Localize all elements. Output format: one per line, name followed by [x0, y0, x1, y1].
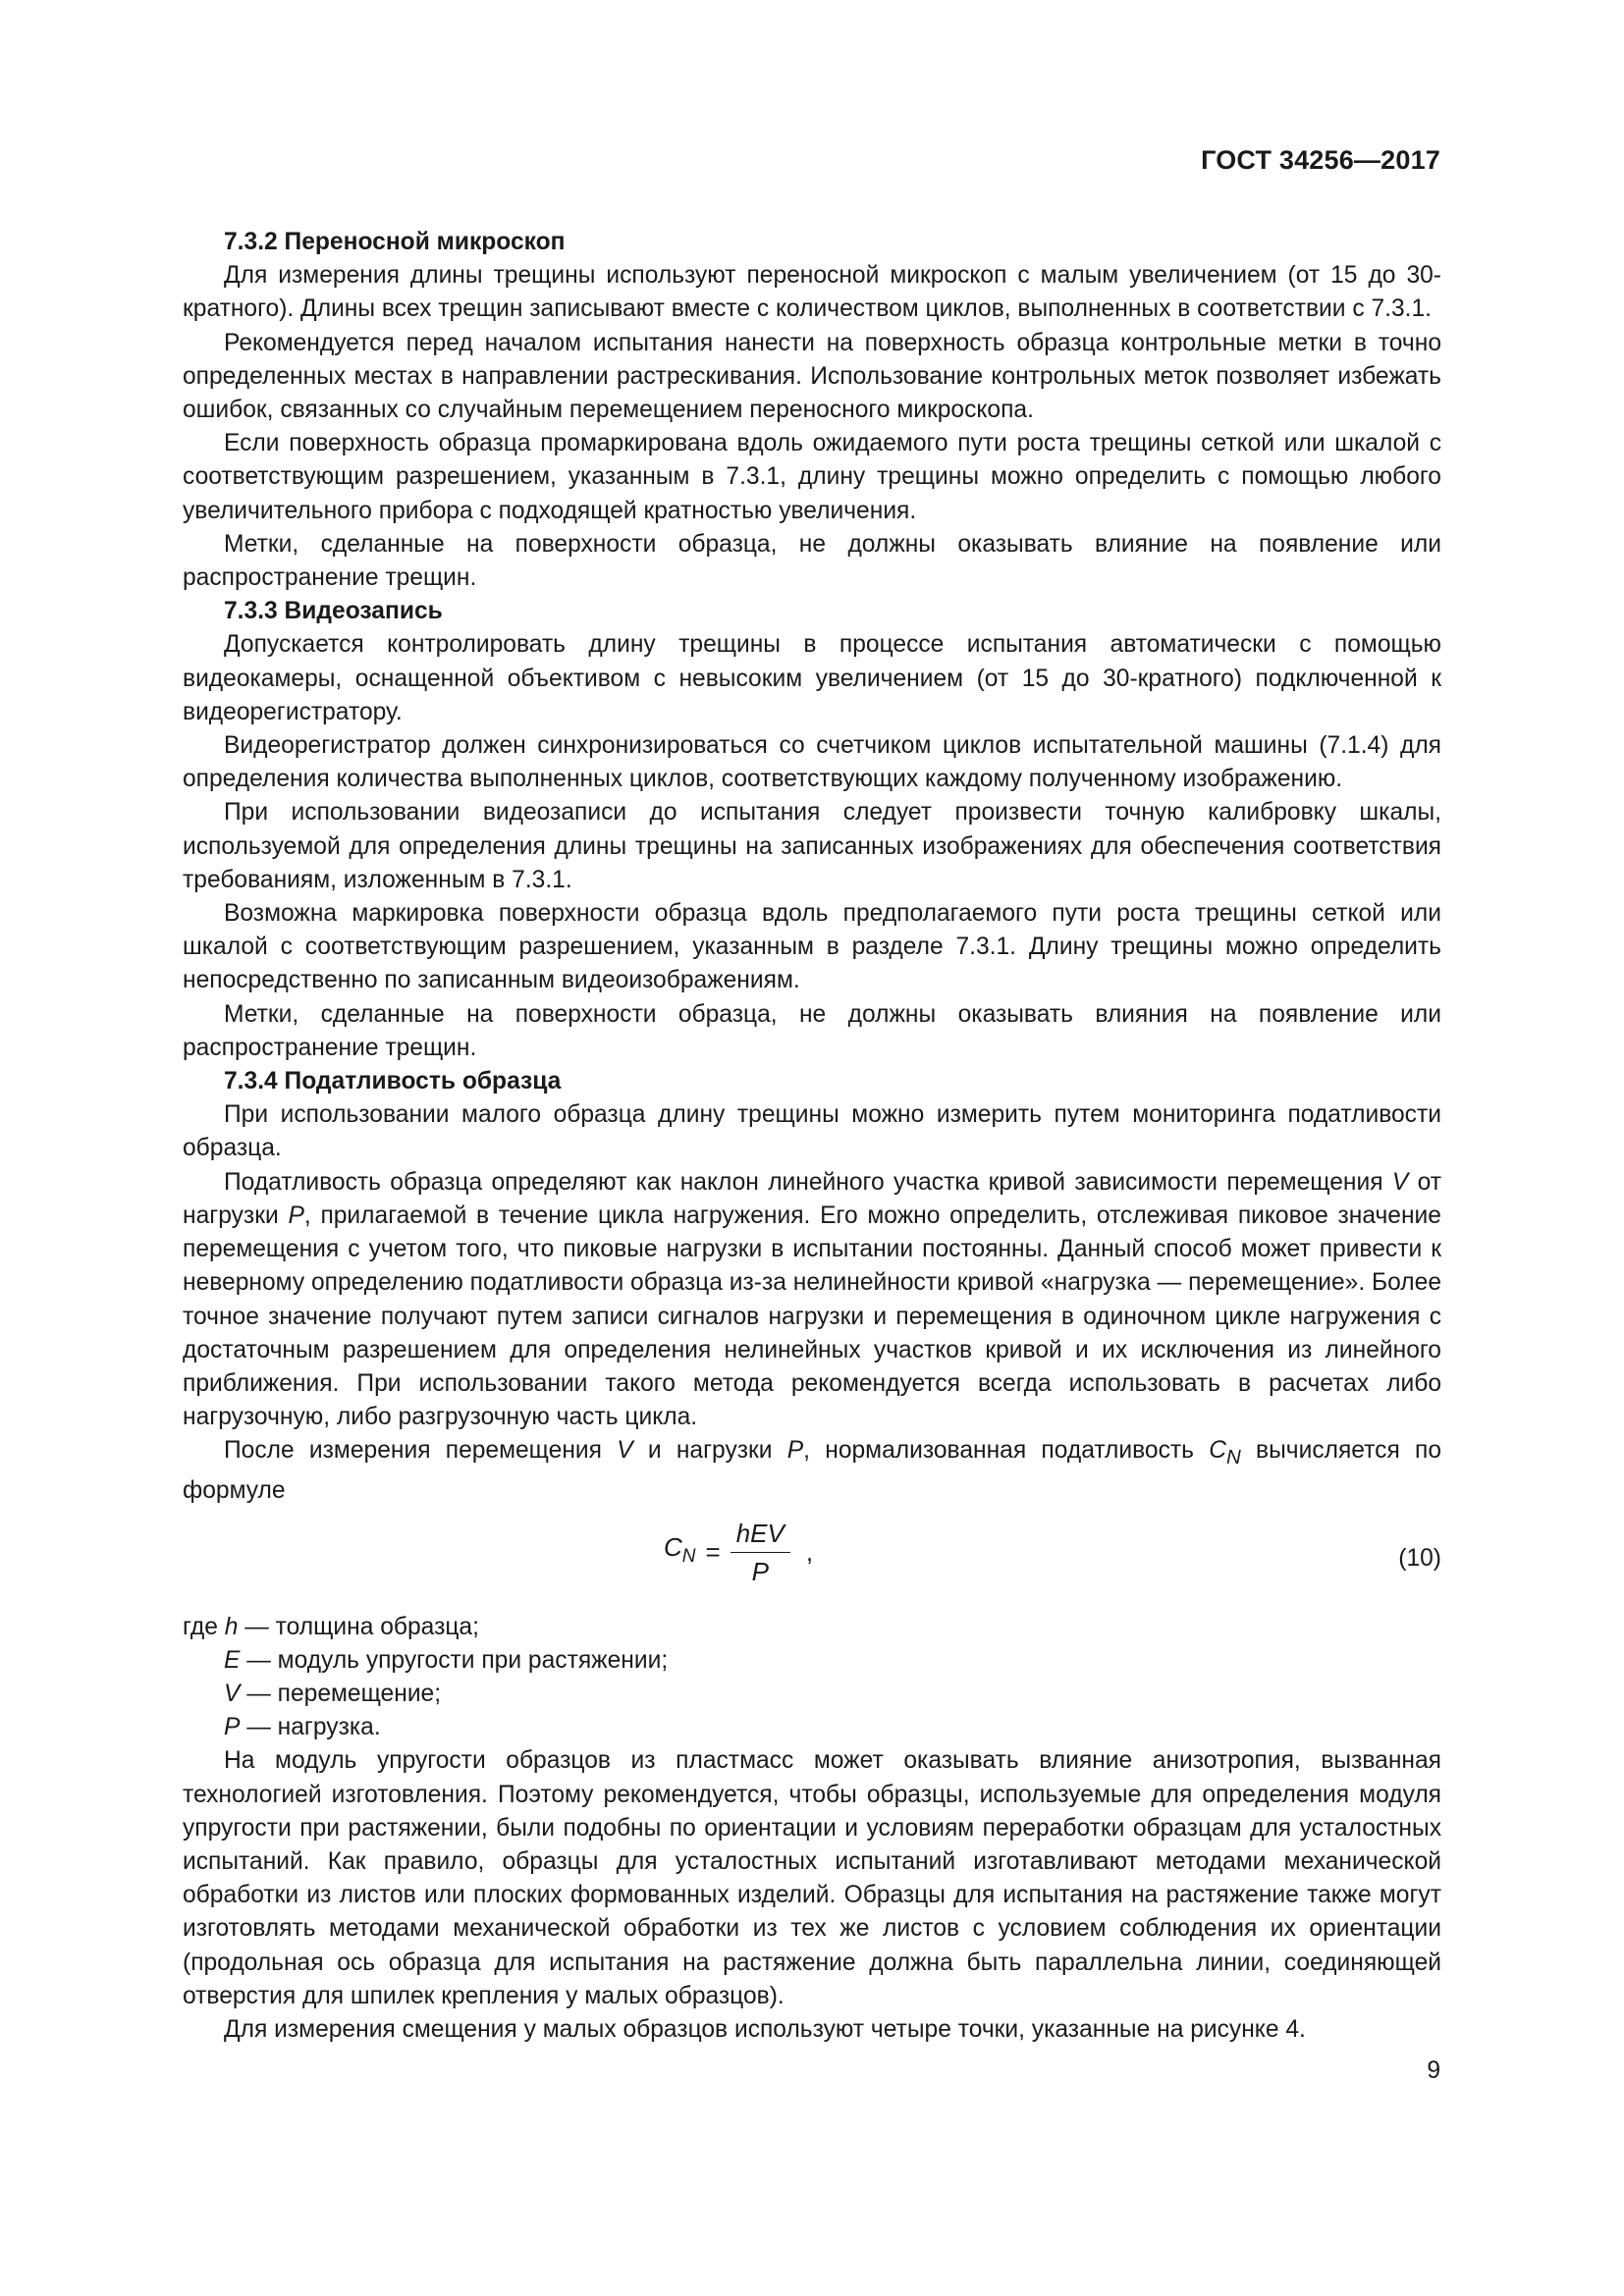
section-heading-7-3-4: 7.3.4 Податливость образца — [224, 1068, 562, 1095]
section-heading-7-3-3: 7.3.3 Видеозапись — [224, 598, 443, 625]
formula-number: (10) — [1398, 1544, 1441, 1572]
formula: $C_N$ = $\frac{\text{hEV}}{P}$ , — [664, 1517, 813, 1588]
symbol-p: P — [786, 1437, 804, 1465]
paragraph: Возможна маркировка поверхности образца вдоль предполагаемого пути роста трещины сеткой или шкалой с соответствующим разрешением, указанным в разделе 7.3.1. Длину трещины можно определить непосредственно по записанным видеоизображениям. — [183, 900, 1441, 994]
symbol-v: V — [1391, 1168, 1409, 1196]
variable-definitions — [183, 1611, 1441, 1745]
formula-denominator: P — [751, 1556, 769, 1586]
paragraph: Рекомендуется перед началом испытания нанести на поверхность образца контрольные метки в точно определенных местах в направлении растрескивания. Использование контрольных меток позволяет избежать ошибок, связанных со случайным перемещением переносного микроскопа. — [183, 329, 1441, 424]
definition-h: где h — толщина образца; — [183, 1613, 479, 1640]
definition-p: P — нагрузка. — [224, 1714, 381, 1741]
definition-v: V — перемещение; — [224, 1681, 442, 1708]
paragraph: На модуль упругости образцов из пластмасс может оказывать влияние анизотропия, вызванная технологией изготовления. Поэтому рекомендуется, чтобы образцы, используемые для определения модуля упругости при растяжении, были подобны по ориентации и условиям переработки образцам для усталостных испытаний. Как правило, образцы для усталостных испытаний изготавливают методами механической обработки из листов или плоских формованных изделий. Образцы для испытания на растяжение также могут изготовлять методами механической обработки из тех же листов с условием соблюдения их ориентации (продольная ось образца для испытания на растяжение должна быть параллельна линии, соединяющей отверстия для шпилек крепления у малых образцов). — [183, 1747, 1441, 2009]
symbol-v: V — [617, 1437, 633, 1465]
paragraph: При использовании малого образца длину трещины можно измерить путем мониторинга податливости образца. — [183, 1101, 1441, 1162]
paragraph: После измерения перемещения V и нагрузки P, нормализованная податливость $C_N$ вычисляется по формуле — [183, 1437, 1442, 1505]
page-number: 9 — [1427, 2057, 1440, 2084]
paragraph: Для измерения смещения у малых образцов используют четыре точки, указанные на рисунке 4. — [224, 2016, 1306, 2044]
paragraph: Метки, сделанные на поверхности образца, не должны оказывать влияния на появление или распространение трещин. — [183, 1000, 1441, 1061]
section-heading-7-3-2: 7.3.2 Переносной микроскоп — [224, 229, 566, 255]
formula-equals: = — [705, 1537, 721, 1568]
paragraph: При использовании видеозаписи до испытания следует произвести точную калибровку шкалы, используемой для определения длины трещины на записанных изображениях для обеспечения соответствия требованиям, изложенным в 7.3.1. — [183, 799, 1441, 893]
paragraph: Метки, сделанные на поверхности образца, не должны оказывать влияние на появление или распространение трещин. — [183, 530, 1441, 592]
formula-row — [183, 1511, 1441, 1611]
formula-lhs: $C_N$ — [664, 1532, 696, 1568]
paragraph: Податливость образца определяют как наклон линейного участка кривой зависимости перемещения V от нагрузки P, прилагаемой в течение цикла нагружения. Его можно определить, отслеживая пиковое значение перемещения с учетом того, что пиковые нагрузки в испытании постоянны. Данный способ может привести к неверному определению податливости образца из-за нелинейности кривой «нагрузка — перемещение». Более точное значение получают путем записи сигналов нагрузки и перемещения в одиночном цикле нагружения с достаточным разрешением для определения нелинейных участков кривой и их исключения из линейного приближения. При использовании такого метода рекомендуется всегда использовать в расчетах либо нагрузочную, либо разгрузочную часть цикла. — [183, 1168, 1441, 1431]
document-body — [183, 226, 1441, 2047]
paragraph: Если поверхность образца промаркирована вдоль ожидаемого пути роста трещины сеткой или шкалой с соответствующим разрешением, указанным в 7.3.1, длину трещины можно определить с помощью любого увеличительного прибора с подходящей кратностью увеличения. — [183, 430, 1441, 524]
formula-numerator: hEV — [731, 1517, 790, 1553]
symbol-cn: C — [1209, 1437, 1226, 1465]
paragraph: Допускается контролировать длину трещины в процессе испытания автоматически с помощью видеокамеры, оснащенной объективом с невысоким увеличением (от 15 до 30-кратного) подключенной к видеорегистратору. — [183, 631, 1441, 725]
paragraph: Видеорегистратор должен синхронизироваться со счетчиком циклов испытательной машины (7.1.4) для определения количества выполненных циклов, соответствующих каждому полученному изображению. — [183, 732, 1441, 793]
paragraph: Для измерения длины трещины используют переносной микроскоп с малым увеличением (от 15 до 30-кратного). Длины всех трещин записывают вместе с количеством циклов, выполненных в соответствии с 7.3.1. — [183, 262, 1441, 323]
definition-e: E — модуль упругости при растяжении; — [224, 1646, 669, 1674]
formula-fraction — [731, 1517, 790, 1588]
symbol-p: P — [288, 1201, 304, 1229]
document-id: ГОСТ 34256—2017 — [1201, 145, 1440, 175]
